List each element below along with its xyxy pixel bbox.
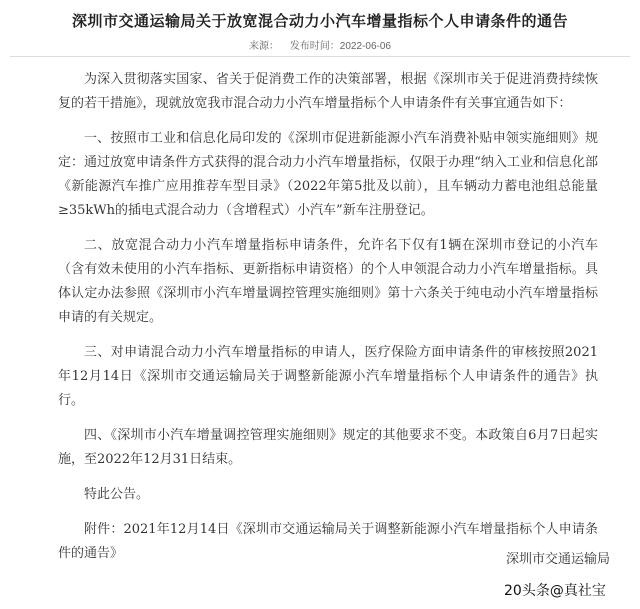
clause-4-paragraph: 四、《深圳市小汽车增量调控管理实施细则》规定的其他要求不变。本政策自6月7日起实施，至2022年12月31日结束。 <box>58 428 598 467</box>
watermark: 20头条@真社宝 <box>504 583 606 599</box>
source-label: 来源： <box>249 41 280 52</box>
notice-title: 深圳市交通运输局关于放宽混合动力小汽车增量指标个人申请条件的通告 <box>71 12 568 30</box>
notice-body <box>58 68 598 577</box>
publish-date: 发布时间：2022-06-06 <box>289 41 391 52</box>
notice-meta <box>0 37 640 52</box>
clause-2-paragraph: 二、放宽混合动力小汽车增量指标申请条件，允许名下仅有1辆在深圳市登记的小汽车（含有效未使用的小汽车指标、更新指标申请资格）的个人申领混合动力小汽车增量指标。具体认定办法参照《深圳市小汽车增量调控管理实施细则》第十六条关于纯电动小汽车增量指标申请的有关规定。 <box>58 238 598 325</box>
clause-1-paragraph: 一、按照市工业和信息化局印发的《深圳市促进新能源小汽车消费补贴申领实施细则》规定：通过放宽申请条件方式获得的混合动力小汽车增量指标，仅限于办理“纳入工业和信息化部《新能源汽车推广应用推荐车型目录》（2022年第5批及以前），且车辆动力蓄电池组总能量≥35kWh的插电式混合动力（含增程式）小汽车”新车注册登记。 <box>58 131 598 218</box>
issuer-signature: 深圳市交通运输局 <box>505 552 610 567</box>
closing-paragraph: 特此公告。 <box>84 487 150 502</box>
attachment-paragraph: 附件：2021年12月14日《深圳市交通运输局关于调整新能源小汽车增量指标个人申请条件的通告》 <box>58 522 598 561</box>
intro-paragraph: 为深入贯彻落实国家、省关于促消费工作的决策部署，根据《深圳市关于促进消费持续恢复的若干措施》，现就放宽我市混合动力小汽车增量指标个人申请条件有关事宜通告如下： <box>58 72 598 111</box>
clause-3-paragraph: 三、对申请混合动力小汽车增量指标的申请人，医疗保险方面申请条件的审核按照2021年12月14日《深圳市交通运输局关于调整新能源小汽车增量指标个人申请条件的通告》执行。 <box>58 345 598 408</box>
title-divider <box>10 56 630 57</box>
